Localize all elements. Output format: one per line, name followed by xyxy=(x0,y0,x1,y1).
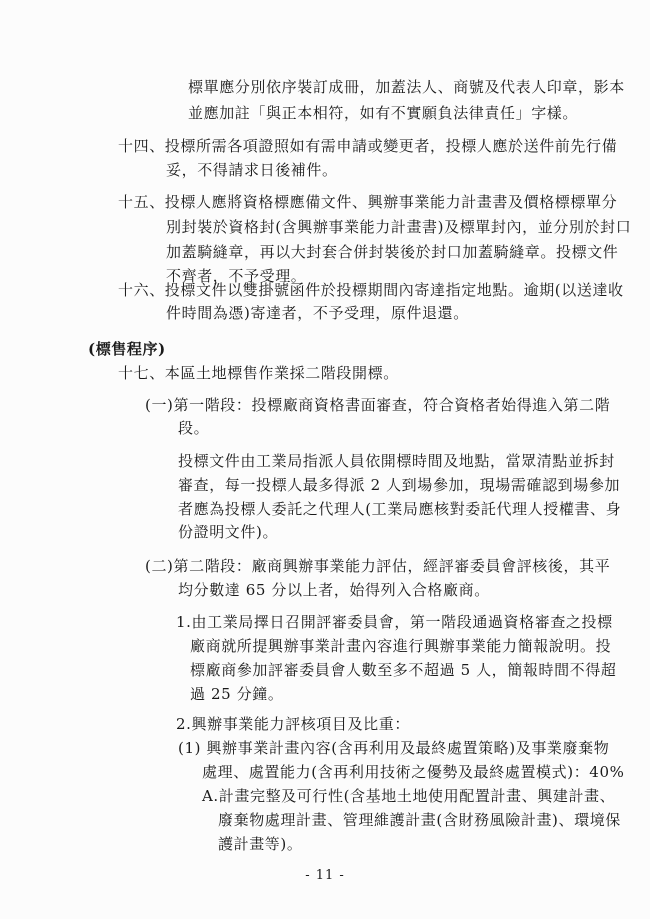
stage1-detail-line-1: 投標文件由工業局指派人員依開標時間及地點，當眾清點並拆封 xyxy=(178,452,615,470)
item14-line-2: 妥，不得請求日後補件。 xyxy=(166,161,338,179)
stage2-p2-1-line-1: (1) 興辦事業計畫內容(含再利用及最終處置策略)及事業廢棄物 xyxy=(178,739,610,757)
stage2-p1-line-2: 廠商就所提興辦事業計畫內容進行興辦事業能力簡報說明。投 xyxy=(190,637,612,655)
stage1-detail-line-3: 者應為投標人委託之代理人(工業局應核對委託代理人授權書、身 xyxy=(178,500,622,518)
stage2-p2-1-line-2: 處理、處置能力(含再利用技術之優勢及最終處置模式)：40% xyxy=(202,763,625,781)
item15-line-4: 不齊者，不予受理。 xyxy=(166,267,307,285)
stage1-line-1: (一)第一階段：投標廠商資格書面審查，符合資格者始得進入第二階 xyxy=(145,396,611,414)
page-number: - 11 - xyxy=(305,868,345,883)
item13-line-2: 並應加註「與正本相符，如有不實願負法律責任」字樣。 xyxy=(188,104,579,122)
item15-line-2: 別封裝於資格封(含興辦事業能力計畫書)及標單封內，並分別於封口 xyxy=(166,218,632,236)
stage2-line-1: (二)第二階段：廠商興辦事業能力評估，經評審委員會評核後，其平 xyxy=(145,557,611,575)
stage2-p2-1A-line-1: A.計畫完整及可行性(含基地土地使用配置計畫、興建計畫、 xyxy=(202,787,616,805)
stage2-p1-line-4: 過 25 分鐘。 xyxy=(190,685,284,703)
stage1-detail-line-2: 審查，每一投標人最多得派 2 人到場參加，現場需確認到場參加 xyxy=(178,476,621,494)
stage2-p1-line-1: 1.由工業局擇日召開評審委員會，第一階段通過資格審查之投標 xyxy=(176,613,613,631)
item17-line: 十七、本區土地標售作業採二階段開標。 xyxy=(118,364,399,382)
stage2-line-2: 均分數達 65 分以上者，始得列入合格廠商。 xyxy=(178,581,490,599)
stage2-p2-1A-line-2: 廢棄物處理計畫、管理維護計畫(含財務風險計畫)、環境保 xyxy=(218,811,621,829)
stage1-detail-line-4: 份證明文件)。 xyxy=(178,523,279,541)
item13-line-1: 標單應分別依序裝訂成冊，加蓋法人、商號及代表人印章，影本 xyxy=(188,78,625,96)
stage2-p2-line: 2.興辦事業能力評核項目及比重： xyxy=(176,715,410,733)
section-heading: (標售程序) xyxy=(88,340,166,358)
stage1-line-2: 段。 xyxy=(178,419,210,437)
item16-line-2: 件時間為憑)寄達者，不予受理，原件退還。 xyxy=(166,304,469,322)
item15-line-1: 十五、投標人應將資格標應備文件、興辦事業能力計畫書及價格標標單分 xyxy=(118,193,618,211)
item15-line-3: 加蓋騎縫章，再以大封套合併封裝後於封口加蓋騎縫章。投標文件 xyxy=(166,243,619,261)
stage2-p1-line-3: 標廠商參加評審委員會人數至多不超過 5 人，簡報時間不得超 xyxy=(190,661,617,679)
stage2-p2-1A-line-3: 護計畫等)。 xyxy=(218,835,303,853)
item16-line-1: 十六、投標文件以雙掛號函件於投標期間內寄達指定地點。逾期(以送達收 xyxy=(118,281,624,299)
item14-line-1: 十四、投標所需各項證照如有需申請或變更者，投標人應於送件前先行備 xyxy=(118,137,618,155)
